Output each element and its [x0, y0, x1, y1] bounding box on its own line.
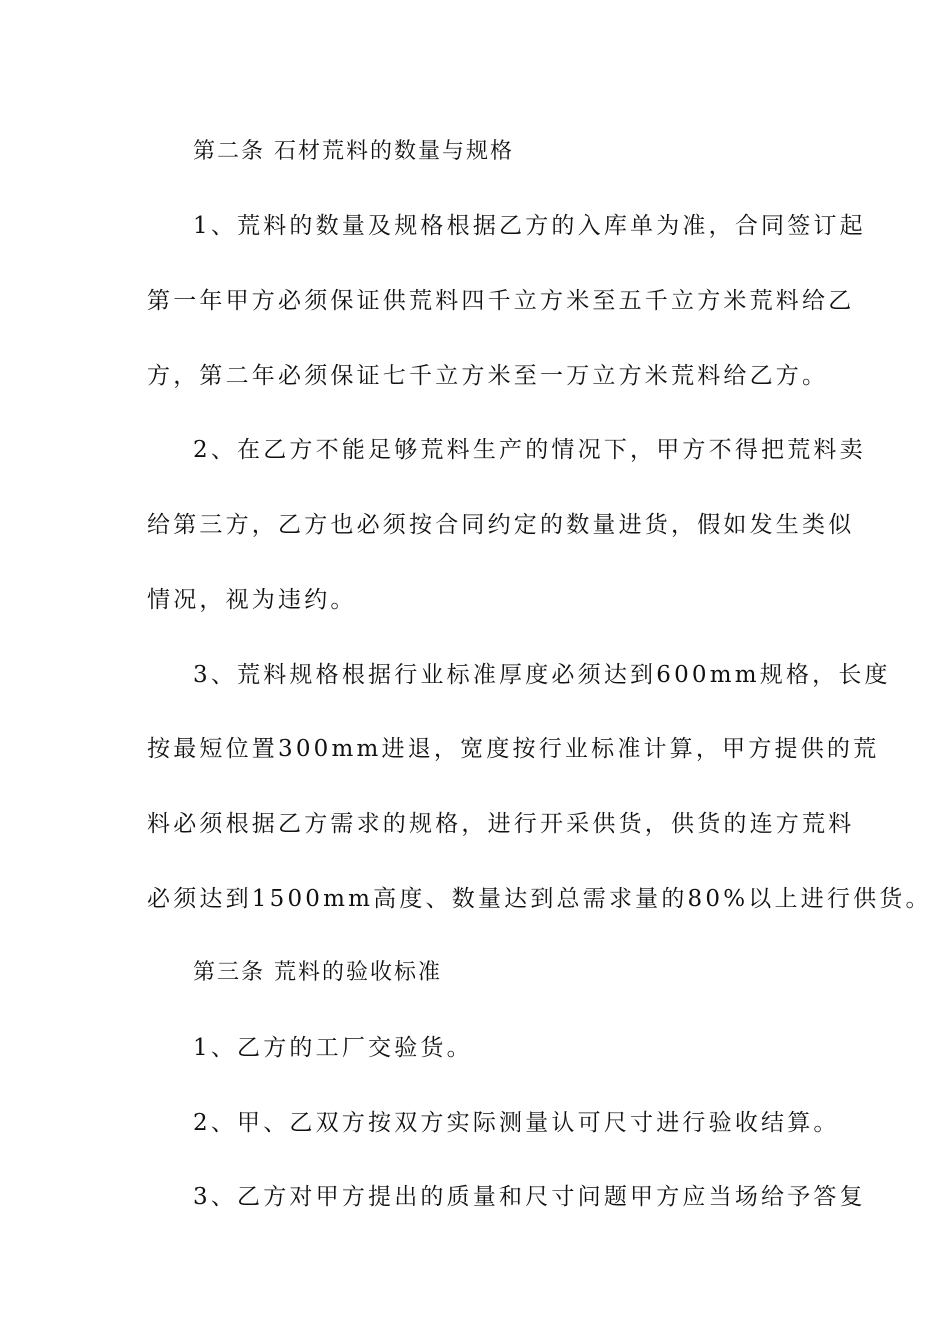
paragraph-line: 3、乙方对甲方提出的质量和尺寸问题甲方应当场给予答复	[193, 1184, 866, 1210]
paragraph-line: 给第三方，乙方也必须按合同约定的数量进货，假如发生类似	[147, 512, 855, 538]
paragraph-line: 2、在乙方不能足够荒料生产的情况下，甲方不得把荒料卖	[193, 437, 866, 463]
section-heading-article-2: 第二条 石材荒料的数量与规格	[193, 139, 514, 164]
paragraph-line: 第一年甲方必须保证供荒料四千立方米至五千立方米荒料给乙	[147, 288, 855, 314]
paragraph-line: 料必须根据乙方需求的规格，进行开采供货，供货的连方荒料	[147, 811, 855, 837]
paragraph-line: 按最短位置300mm进退，宽度按行业标准计算，甲方提供的荒	[147, 736, 880, 762]
paragraph-line: 必须达到1500mm高度、数量达到总需求量的80%以上进行供货。	[147, 886, 932, 912]
paragraph-line: 3、荒料规格根据行业标准厚度必须达到600mm规格，长度	[193, 662, 891, 688]
paragraph-line: 1、乙方的工厂交验货。	[193, 1035, 473, 1061]
paragraph-line: 方，第二年必须保证七千立方米至一万立方米荒料给乙方。	[147, 363, 829, 389]
paragraph-line: 2、甲、乙双方按双方实际测量认可尺寸进行验收结算。	[193, 1110, 840, 1136]
paragraph-line: 情况，视为违约。	[147, 587, 357, 613]
section-heading-article-3: 第三条 荒料的验收标准	[193, 960, 442, 985]
paragraph-line: 1、荒料的数量及规格根据乙方的入库单为准，合同签订起	[193, 213, 866, 239]
